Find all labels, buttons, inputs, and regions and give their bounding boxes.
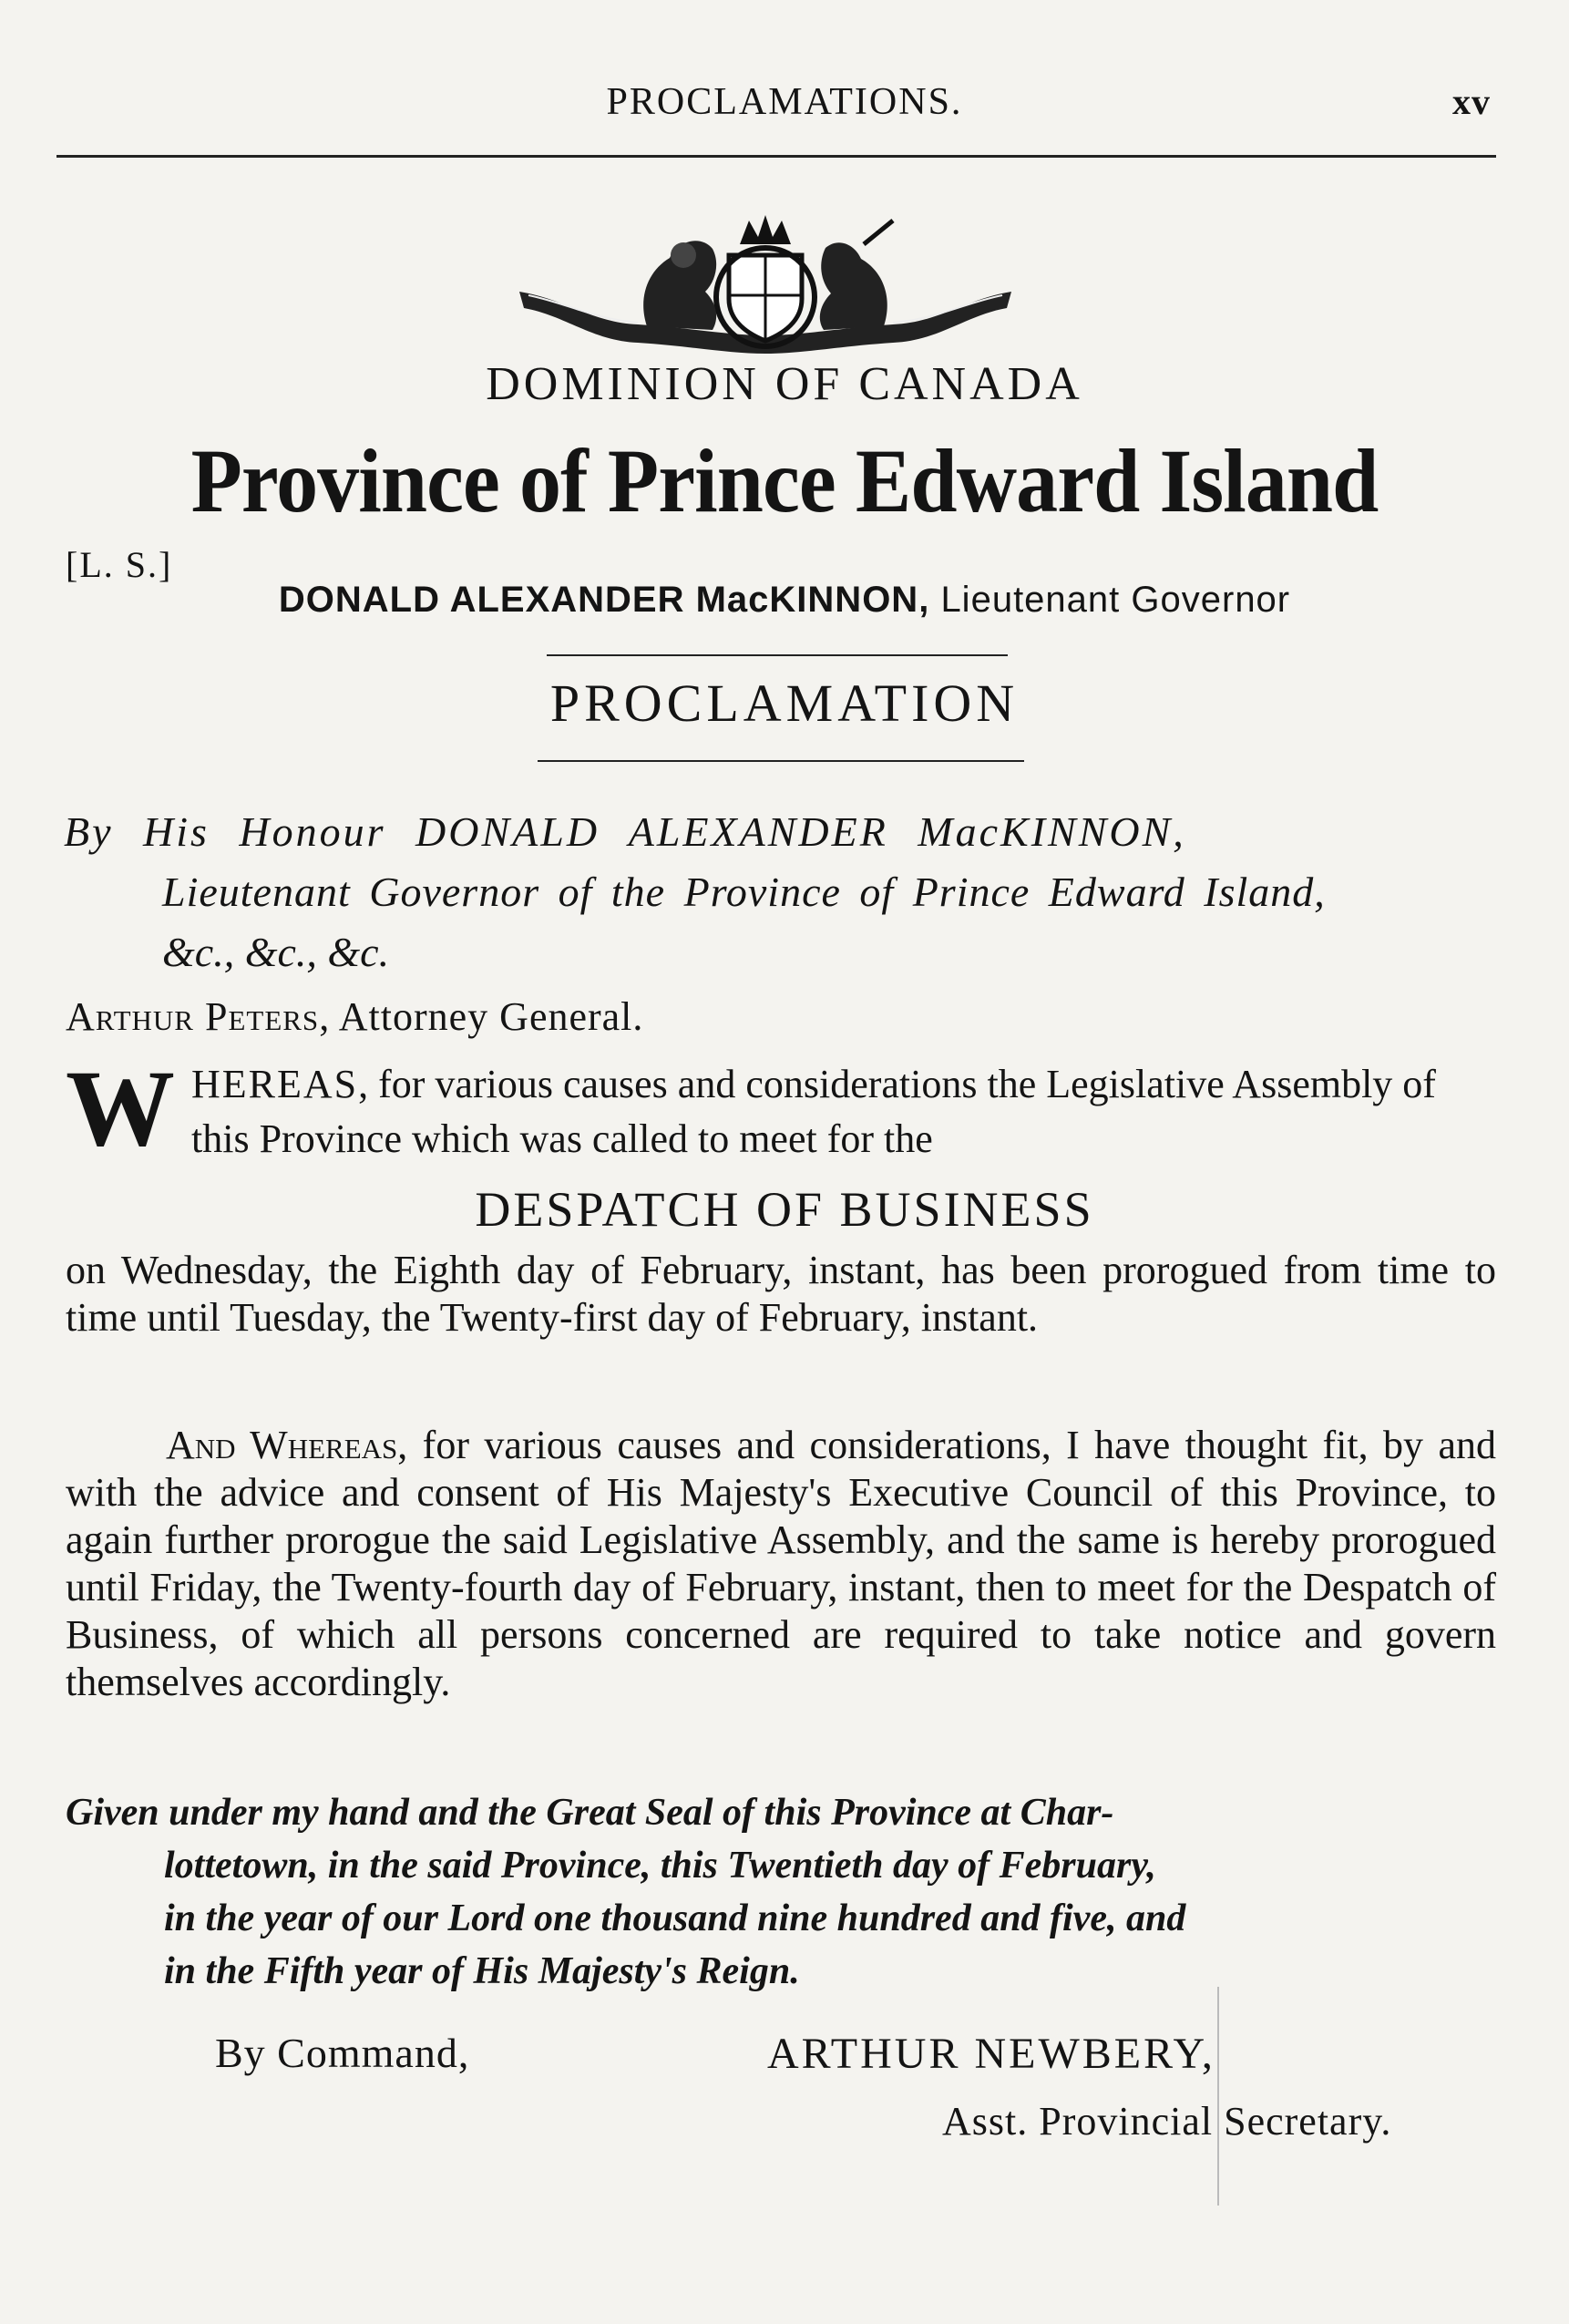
governor-name: DONALD ALEXANDER MacKINNON,	[278, 580, 930, 620]
attorney-line	[66, 993, 643, 1040]
attorney-title: , Attorney General.	[319, 994, 644, 1039]
scan-artifact-line	[1217, 1987, 1219, 2206]
province-heading: Province of Prince Edward Island	[190, 430, 1379, 531]
and-whereas-lead: And Whereas	[166, 1423, 398, 1467]
by-his-honour-line: &c., &c., &c.	[162, 929, 390, 975]
despatch-heading: DESPATCH OF BUSINESS	[475, 1182, 1094, 1237]
coat-of-arms-icon	[510, 208, 1020, 363]
header-rule	[56, 155, 1496, 158]
by-his-honour-line: Lieutenant Governor of the Province of Prince Edward Island,	[162, 869, 1326, 915]
governor-line	[0, 580, 1569, 621]
by-his-honour-block	[64, 802, 1503, 982]
divider-rule	[538, 760, 1024, 762]
and-whereas-paragraph	[66, 1422, 1496, 1706]
attorney-name: Arthur Peters	[66, 994, 320, 1039]
given-line: in the year of our Lord one thousand nine hundred and five, and	[164, 1897, 1186, 1939]
dominion-heading: DOMINION OF CANADA	[486, 358, 1083, 410]
running-header	[0, 80, 1569, 126]
by-his-honour-line: By His Honour DONALD ALEXANDER MacKINNON,	[64, 808, 1186, 855]
given-under-block	[66, 1786, 1496, 1998]
given-line: in the Fifth year of His Majesty's Reign.	[164, 1950, 800, 1992]
governor-title: Lieutenant Governor	[940, 580, 1291, 620]
signer-name: ARTHUR NEWBERY,	[767, 2030, 1215, 2078]
divider-rule	[547, 654, 1008, 656]
prorogation-paragraph: on Wednesday, the Eighth day of February, instant, has been prorogued from time to time until Tuesday, the Twenty-first day of February, instant.	[66, 1248, 1496, 1340]
by-command: By Command,	[215, 2030, 470, 2076]
given-line: lottetown, in the said Province, this Twentieth day of February,	[164, 1845, 1156, 1887]
running-title: PROCLAMATIONS.	[606, 81, 963, 123]
given-line: Given under my hand and the Great Seal of this Province at Char-	[66, 1792, 1114, 1834]
drop-cap: W	[66, 1047, 175, 1168]
proclamation-heading: PROCLAMATION	[549, 674, 1020, 733]
whereas-text: , for various causes and considerations the Legislative Assembly of this Province which was called to meet for the	[191, 1062, 1436, 1161]
whereas-lead: HEREAS	[191, 1062, 359, 1106]
page-number: xv	[1452, 81, 1491, 122]
seal-mark: [L. S.]	[66, 544, 173, 585]
and-whereas-text: , for various causes and considerations, I have thought fit, by and with the advice and consent of His Majesty's Executive Council of this Province, to again further prorogue the said Legislative Assembly, and the same is hereby prorogued until Friday, the Twenty-fourth day of February, instant, then to meet for the Despatch of Business, of which all persons concerned are required to take notice and govern themselves accordingly.	[66, 1423, 1496, 1704]
whereas-paragraph	[66, 1047, 1496, 1168]
signer-title: Asst. Provincial Secretary.	[942, 2099, 1392, 2144]
